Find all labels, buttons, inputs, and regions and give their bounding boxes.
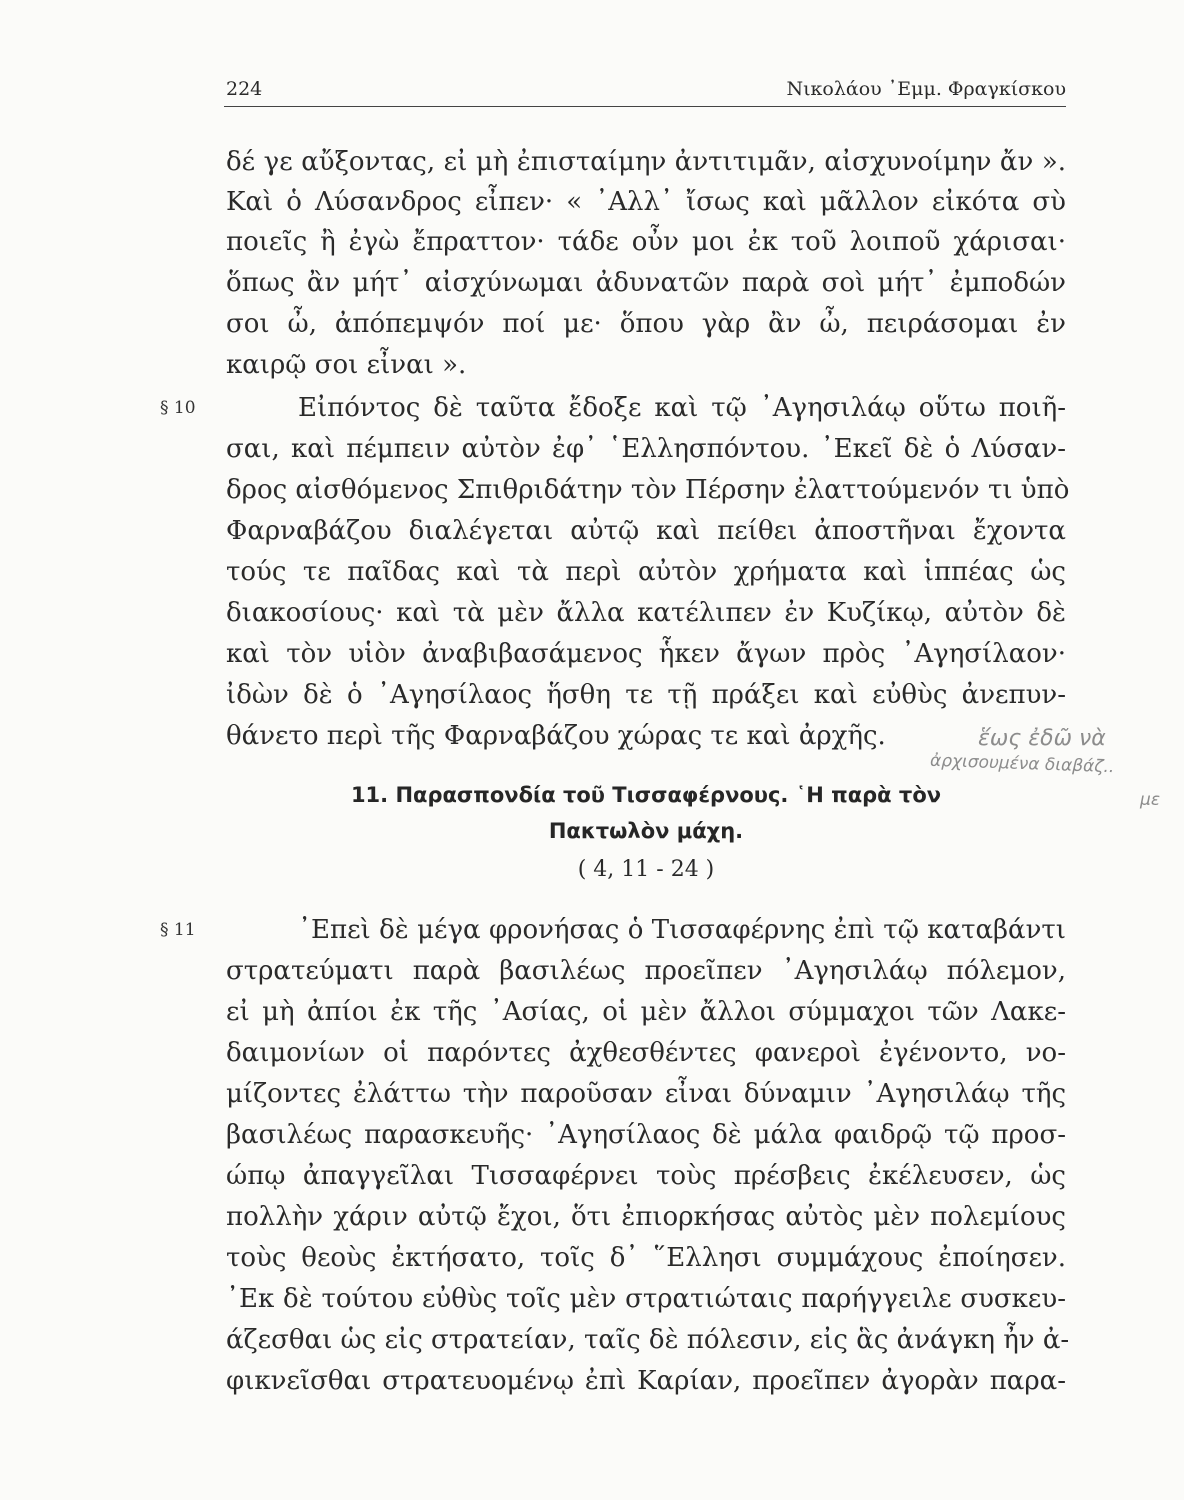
handwritten-note: με: [1140, 790, 1161, 810]
text-line: ᾿Εκ δὲ τούτου εὐθὺς τοῖς μὲν στρατιώταις παρήγγειλε συσκευ-: [226, 1284, 1066, 1314]
text-line: ὅπως ἂν μήτ᾿ αἰσχύνωμαι ἀδυνατῶν παρὰ σοὶ μήτ᾿ ἐμποδών: [226, 268, 1066, 298]
text-line: τούς τε παῖδας καὶ τὰ περὶ αὐτὸν χρήματα καὶ ἱππέας ὡς: [226, 557, 1066, 587]
chapter-heading: 11. Παρασπονδία τοῦ Τισσαφέρνους. ῾Η παρὰ τὸν: [350, 783, 942, 807]
text-line: ἰδὼν δὲ ὁ ᾿Αγησίλαος ἥσθη τε τῇ πράξει καὶ εὐθὺς ἀνεπυν-: [226, 680, 1066, 710]
handwritten-note: ἀρχισουμένα διαβάζ..: [929, 750, 1115, 778]
running-title: Νικολάου ᾿Εμμ. Φραγκίσκου: [786, 78, 1066, 100]
text-line: σαι, καὶ πέμπειν αὐτὸν ἐφ᾿ ῾Ελλησπόντου. ᾿Εκεῖ δὲ ὁ Λύσαν-: [226, 434, 1066, 464]
page-header: [224, 76, 1066, 107]
text-line: Εἰπόντος δὲ ταῦτα ἔδοξε καὶ τῷ ᾿Αγησιλάῳ οὕτω ποιῆ-: [298, 393, 1066, 423]
text-line: θάνετο περὶ τῆς Φαρναβάζου χώρας τε καὶ ἀρχῆς.: [226, 721, 886, 751]
text-line: τοὺς θεοὺς ἐκτήσατο, τοῖς δ᾿ ῞Ελλησι συμμάχους ἐποίησεν.: [226, 1243, 1066, 1273]
text-line: φικνεῖσθαι στρατευομένῳ ἐπὶ Καρίαν, προεῖπεν ἀγορὰν παρα-: [226, 1366, 1066, 1396]
text-line: πολλὴν χάριν αὐτῷ ἔχοι, ὅτι ἐπιορκήσας αὐτὸς μὲν πολεμίους: [226, 1202, 1066, 1232]
handwritten-note: ἕως ἐδῶ νὰ: [978, 726, 1106, 751]
text-line: στρατεύματι παρὰ βασιλέως προεῖπεν ᾿Αγησιλάῳ πόλεμον,: [226, 956, 1066, 986]
page-number: 224: [226, 78, 263, 100]
section-number: § 11: [160, 920, 196, 940]
chapter-reference: ( 4, 11 - 24 ): [577, 857, 715, 882]
chapter-heading-subtitle: Πακτωλὸν μάχη.: [548, 819, 744, 843]
text-line: δαιμονίων οἱ παρόντες ἀχθεσθέντες φανεροὶ ἐγένοντο, νο-: [226, 1038, 1066, 1068]
text-line: καὶ τὸν υἱὸν ἀναβιβασάμενος ἧκεν ἄγων πρὸς ᾿Αγησίλαον·: [226, 639, 1066, 669]
text-line: Καὶ ὁ Λύσανδρος εἶπεν· « ᾿Αλλ᾿ ἴσως καὶ μᾶλλον εἰκότα σὺ: [226, 187, 1066, 217]
text-line: ώπῳ ἀπαγγεῖλαι Τισσαφέρνει τοὺς πρέσβεις ἐκέλευσεν, ὡς: [226, 1161, 1066, 1191]
text-line: δρος αἰσθόμενος Σπιθριδάτην τὸν Πέρσην ἐλαττούμενόν τι ὑπὸ: [226, 475, 1070, 505]
text-line: Φαρναβάζου διαλέγεται αὐτῷ καὶ πείθει ἀποστῆναι ἔχοντα: [226, 516, 1066, 546]
text-line: ποιεῖς ἢ ἐγὼ ἔπραττον· τάδε οὖν μοι ἐκ τοῦ λοιποῦ χάρισαι·: [226, 227, 1066, 257]
text-line: σοι ὦ, ἀπόπεμψόν ποί με· ὅπου γὰρ ἂν ὦ, πειράσομαι ἐν: [226, 309, 1066, 339]
text-line: διακοσίους· καὶ τὰ μὲν ἄλλα κατέλιπεν ἐν Κυζίκῳ, αὐτὸν δὲ: [226, 598, 1066, 628]
text-line: βασιλέως παρασκευῆς· ᾿Αγησίλαος δὲ μάλα φαιδρῷ τῷ προσ-: [226, 1120, 1066, 1150]
text-line: δέ γε αὔξοντας, εἰ μὴ ἐπισταίμην ἀντιτιμᾶν, αἰσχυνοίμην ἄν ».: [226, 147, 1066, 177]
text-line: εἰ μὴ ἀπίοι ἐκ τῆς ᾿Ασίας, οἱ μὲν ἄλλοι σύμμαχοι τῶν Λακε-: [226, 997, 1066, 1027]
section-number: § 10: [160, 398, 196, 418]
text-line: ᾿Επεὶ δὲ μέγα φρονήσας ὁ Τισσαφέρνης ἐπὶ τῷ καταβάντι: [298, 915, 1066, 945]
text-line: καιρῷ σοι εἶναι ».: [226, 350, 467, 380]
text-line: άζεσθαι ὡς εἰς στρατείαν, ταῖς δὲ πόλεσιν, εἰς ἃς ἀνάγκη ἦν ἀ-: [226, 1325, 1070, 1355]
text-line: μίζοντες ἐλάττω τὴν παροῦσαν εἶναι δύναμιν ᾿Αγησιλάῳ τῆς: [226, 1079, 1066, 1109]
